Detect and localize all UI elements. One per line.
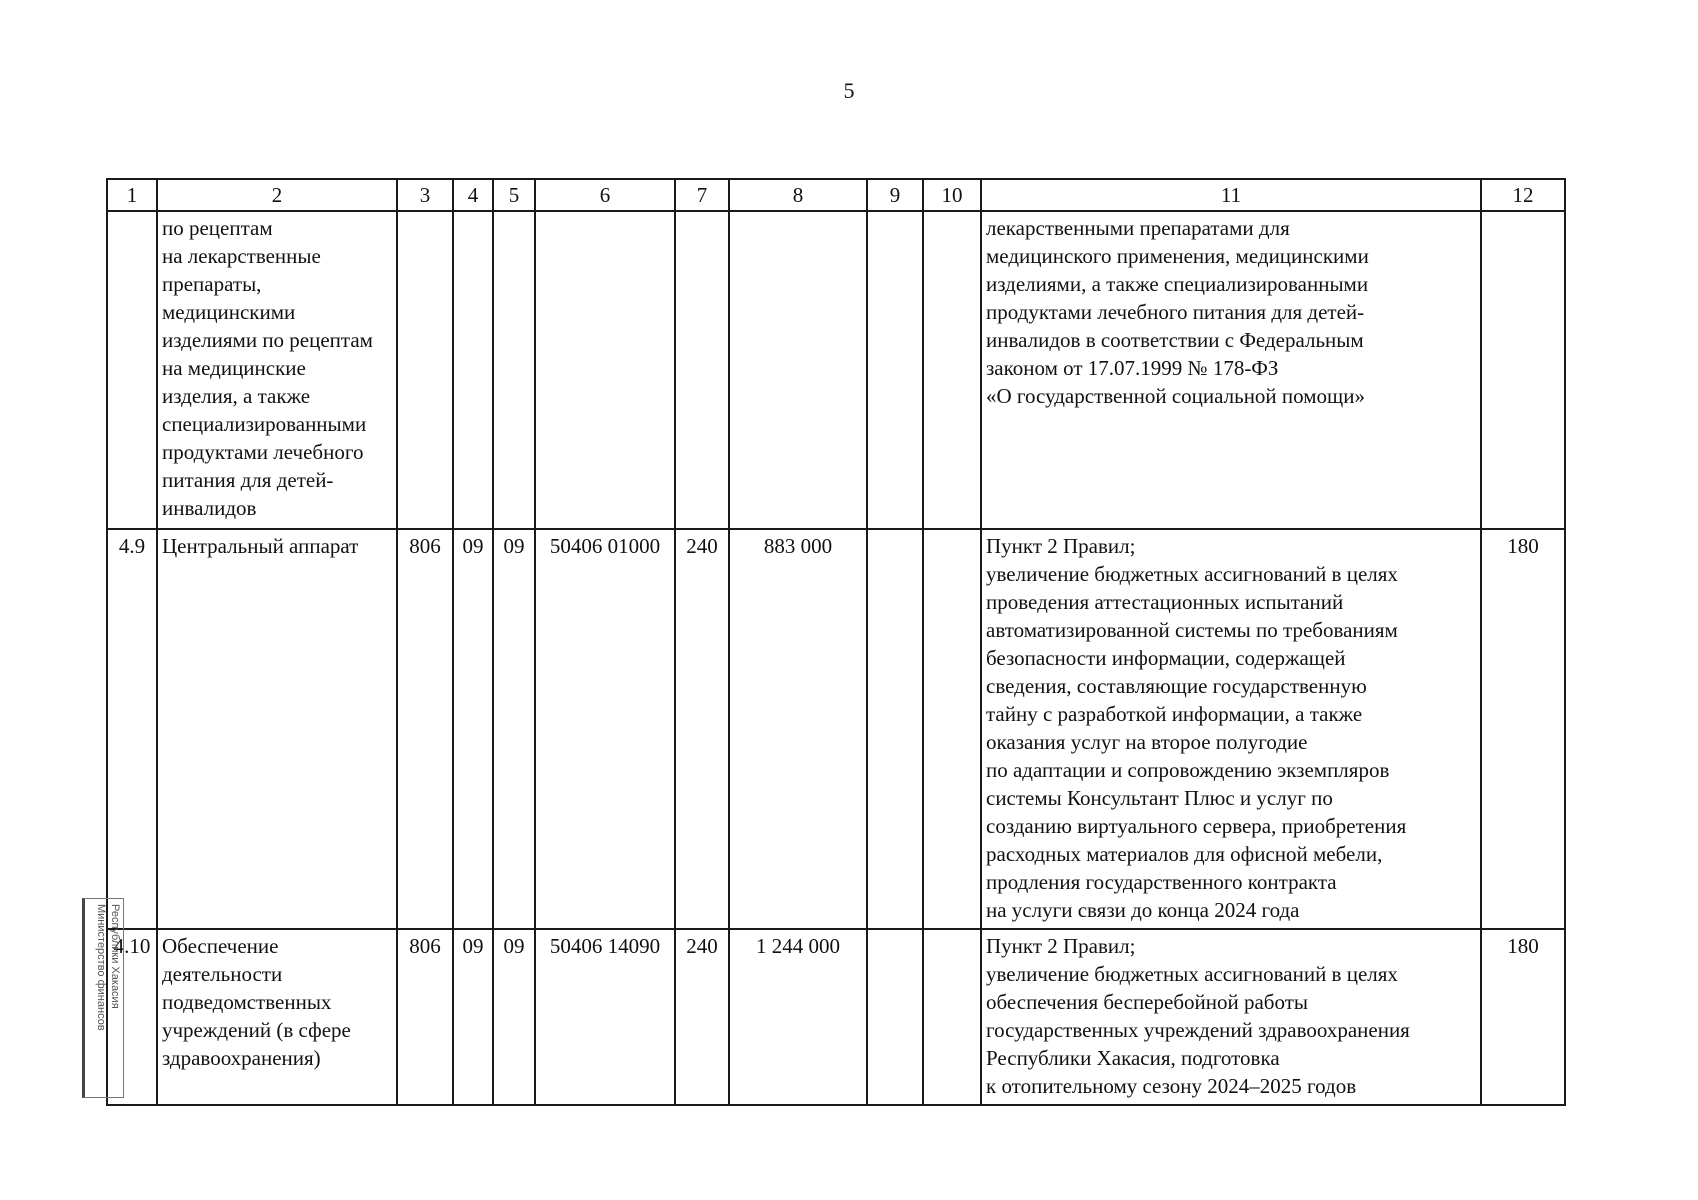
budget-changes-table — [106, 178, 1566, 1106]
header-cell-5: 5 — [493, 179, 535, 211]
stamp-text-graphic — [86, 900, 122, 1096]
code-cell-7 — [675, 211, 729, 529]
row-name-cell: Обеспечение деятельности подведомственных учреждений (в сфере здравоохранения) — [157, 929, 397, 1105]
cell-12: 180 — [1481, 929, 1565, 1105]
header-cell-7: 7 — [675, 179, 729, 211]
code-cell-4 — [453, 211, 493, 529]
header-cell-3: 3 — [397, 179, 453, 211]
amount-cell: 1 244 000 — [729, 929, 867, 1105]
header-cell-4: 4 — [453, 179, 493, 211]
cell-12: 180 — [1481, 529, 1565, 929]
cell-10 — [923, 529, 981, 929]
code-cell-5: 09 — [493, 529, 535, 929]
row-number-cell: 4.10 — [107, 929, 157, 1105]
code-cell-7: 240 — [675, 529, 729, 929]
amount-cell: 883 000 — [729, 529, 867, 929]
code-cell-5: 09 — [493, 929, 535, 1105]
code-cell-6: 50406 14090 — [535, 929, 675, 1105]
row-name-cell: Центральный аппарат — [157, 529, 397, 929]
row-name-cell: по рецептам на лекарственные препараты, медицинскими изделиями по рецептам на медицинские изделия, а также специализированными продуктами лечебного питания для детей- инвалидов — [157, 211, 397, 529]
header-cell-8: 8 — [729, 179, 867, 211]
stamp-line-1: Министерство финансов — [95, 904, 107, 1031]
header-cell-1: 1 — [107, 179, 157, 211]
code-cell-7: 240 — [675, 929, 729, 1105]
table-row — [107, 211, 1565, 529]
code-cell-3: 806 — [397, 929, 453, 1105]
cell-9 — [867, 529, 923, 929]
amount-cell — [729, 211, 867, 529]
code-cell-4: 09 — [453, 529, 493, 929]
code-cell-5 — [493, 211, 535, 529]
page-number: 5 — [843, 78, 855, 103]
stamp-line-2: Республики Хакасия — [109, 904, 121, 1009]
header-cell-9: 9 — [867, 179, 923, 211]
cell-9 — [867, 211, 923, 529]
header-cell-11: 11 — [981, 179, 1481, 211]
code-cell-3 — [397, 211, 453, 529]
row-number-cell — [107, 211, 157, 529]
code-cell-3: 806 — [397, 529, 453, 929]
header-cell-10: 10 — [923, 179, 981, 211]
cell-10 — [923, 211, 981, 529]
cell-10 — [923, 929, 981, 1105]
code-cell-6 — [535, 211, 675, 529]
table-header-row — [107, 179, 1565, 211]
registration-stamp — [82, 898, 124, 1098]
header-cell-2: 2 — [157, 179, 397, 211]
cell-12 — [1481, 211, 1565, 529]
justification-cell: Пункт 2 Правил; увеличение бюджетных ассигнований в целях проведения аттестационных испытаний автоматизированной системы по требованиям безопасности информации, содержащей сведения, составляющие государственную тайну с разработкой информации, а также оказания услуг на второе полугодие по адаптации и сопровождению экземпляров системы Консультант Плюс и услуг по созданию виртуального сервера, приобретения расходных материалов для офисной мебели, продления государственного контракта на услуги связи до конца 2024 года — [981, 529, 1481, 929]
code-cell-6: 50406 01000 — [535, 529, 675, 929]
justification-cell: лекарственными препаратами для медицинского применения, медицинскими изделиями, а также специализированными продуктами лечебного питания для детей- инвалидов в соответствии с Федеральным законом от 17.07.1999 № 178-ФЗ «О государственной социальной помощи» — [981, 211, 1481, 529]
header-cell-6: 6 — [535, 179, 675, 211]
table-row — [107, 529, 1565, 929]
cell-9 — [867, 929, 923, 1105]
justification-cell: Пункт 2 Правил; увеличение бюджетных ассигнований в целях обеспечения бесперебойной работы государственных учреждений здравоохранения Республики Хакасия, подготовка к отопительному сезону 2024–2025 годов — [981, 929, 1481, 1105]
table-row — [107, 929, 1565, 1105]
row-number-cell: 4.9 — [107, 529, 157, 929]
header-cell-12: 12 — [1481, 179, 1565, 211]
code-cell-4: 09 — [453, 929, 493, 1105]
